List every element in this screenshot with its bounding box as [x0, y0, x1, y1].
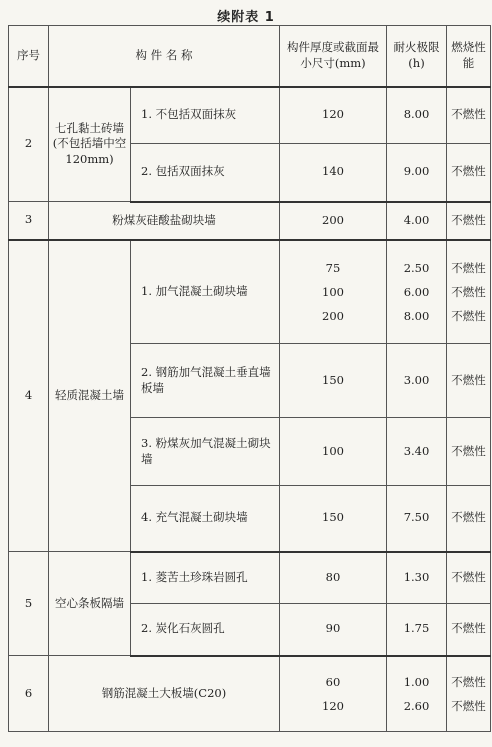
item-name: 2. 钢筋加气混凝土垂直墙板墙	[131, 344, 280, 418]
comb-value: 不燃性	[451, 260, 486, 275]
rating-cell: 1.75	[387, 604, 447, 656]
comb-value: 不燃性	[451, 308, 486, 323]
comb-cell: 不燃性	[447, 552, 491, 604]
thickness-value: 75	[325, 260, 341, 275]
thickness-cell: 100	[280, 418, 387, 486]
header-component: 构 件 名 称	[49, 26, 280, 87]
thickness-cell: 150	[280, 486, 387, 552]
comb-cell	[447, 656, 491, 732]
comb-cell	[447, 240, 491, 344]
thickness-cell: 140	[280, 144, 387, 202]
comb-cell: 不燃性	[447, 202, 491, 240]
comb-value: 不燃性	[451, 698, 486, 713]
table-row	[9, 552, 491, 604]
thickness-cell: 120	[280, 87, 387, 144]
rating-cell: 3.40	[387, 418, 447, 486]
rating-cell: 8.00	[387, 87, 447, 144]
rating-cell: 4.00	[387, 202, 447, 240]
item-name: 3. 粉煤灰加气混凝土砌块墙	[131, 418, 280, 486]
header-row	[9, 26, 491, 87]
seq-cell: 5	[9, 552, 49, 656]
thickness-cell: 150	[280, 344, 387, 418]
comb-value: 不燃性	[451, 674, 486, 689]
thickness-value: 60	[325, 674, 341, 689]
table-row	[9, 240, 491, 344]
comb-cell: 不燃性	[447, 344, 491, 418]
thickness-cell: 90	[280, 604, 387, 656]
header-combustibility: 燃烧性能	[447, 26, 491, 87]
table-title: 续附表 1	[217, 10, 275, 25]
rating-cell: 9.00	[387, 144, 447, 202]
thickness-cell: 200	[280, 202, 387, 240]
item-name: 粉煤灰硅酸盐砌块墙	[49, 202, 280, 240]
rating-value: 1.00	[403, 674, 430, 689]
header-seq: 序号	[9, 26, 49, 87]
item-name: 4. 充气混凝土砌块墙	[131, 486, 280, 552]
seq-cell: 2	[9, 87, 49, 202]
comb-cell: 不燃性	[447, 418, 491, 486]
rating-cell: 3.00	[387, 344, 447, 418]
rating-value: 8.00	[403, 308, 430, 323]
rating-value: 2.60	[403, 698, 430, 713]
item-name: 钢筋混凝土大板墙(C20)	[49, 656, 280, 732]
item-name: 2. 包括双面抹灰	[131, 144, 280, 202]
item-name: 1. 菱苦土珍珠岩圆孔	[131, 552, 280, 604]
comb-cell: 不燃性	[447, 486, 491, 552]
group-cell: 轻质混凝土墙	[49, 240, 131, 552]
rating-cell: 7.50	[387, 486, 447, 552]
group-cell: 七孔黏土砖墙(不包括墙中空 120mm)	[49, 87, 131, 202]
thickness-value: 120	[322, 698, 344, 713]
rating-value: 6.00	[403, 284, 430, 299]
thickness-value: 100	[322, 284, 344, 299]
comb-cell: 不燃性	[447, 87, 491, 144]
table-row	[9, 656, 491, 732]
rating-value: 2.50	[403, 260, 430, 275]
item-name: 1. 加气混凝土砌块墙	[131, 240, 280, 344]
rating-cell	[387, 656, 447, 732]
seq-cell: 4	[9, 240, 49, 552]
header-rating: 耐火极限(h)	[387, 26, 447, 87]
table-row	[9, 202, 491, 240]
item-name: 2. 炭化石灰圆孔	[131, 604, 280, 656]
table-row	[9, 87, 491, 144]
fire-resistance-table	[8, 25, 491, 732]
item-name: 1. 不包括双面抹灰	[131, 87, 280, 144]
thickness-cell: 80	[280, 552, 387, 604]
thickness-cell	[280, 656, 387, 732]
thickness-cell	[280, 240, 387, 344]
rating-cell	[387, 240, 447, 344]
thickness-value: 200	[322, 308, 344, 323]
seq-cell: 3	[9, 202, 49, 240]
comb-cell: 不燃性	[447, 604, 491, 656]
comb-cell: 不燃性	[447, 144, 491, 202]
seq-cell: 6	[9, 656, 49, 732]
group-cell: 空心条板隔墙	[49, 552, 131, 656]
rating-cell: 1.30	[387, 552, 447, 604]
comb-value: 不燃性	[451, 284, 486, 299]
header-thickness: 构件厚度或截面最小尺寸(mm)	[280, 26, 387, 87]
